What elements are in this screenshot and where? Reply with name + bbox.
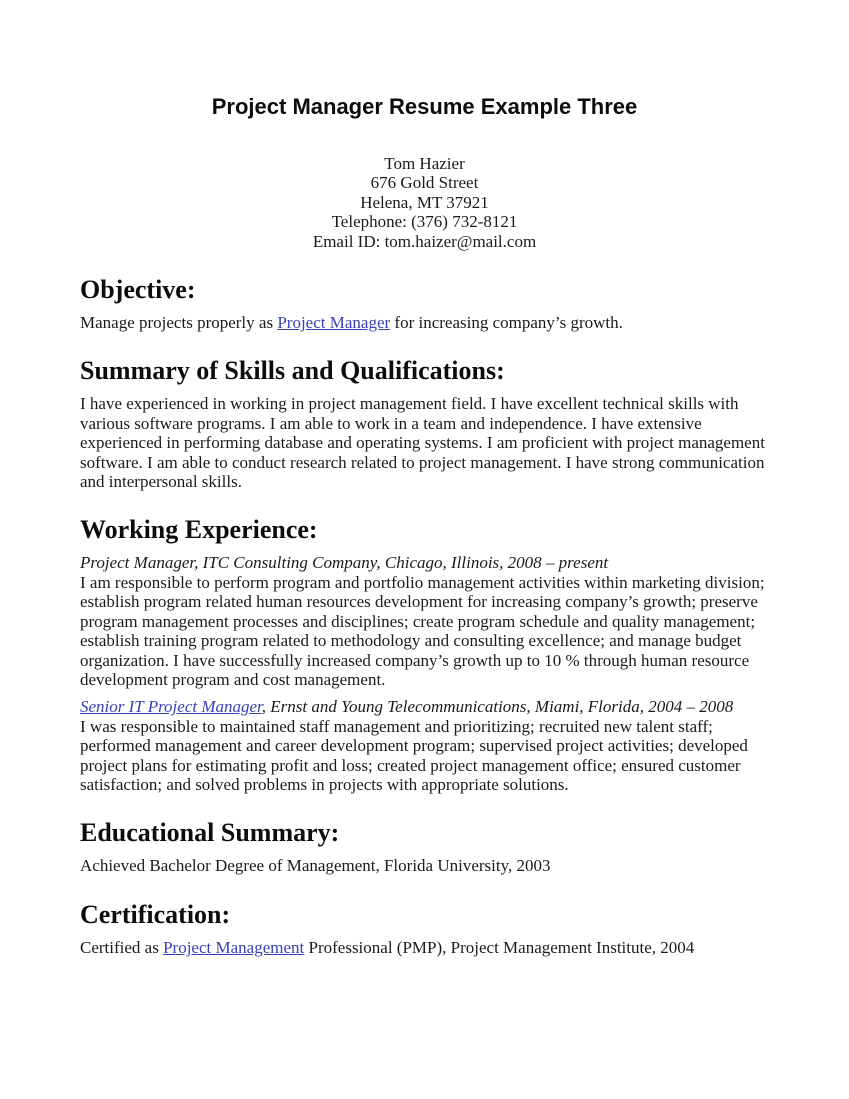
section-heading-objective: Objective:: [80, 275, 196, 305]
contact-street: 676 Gold Street: [370, 173, 479, 193]
contact-name: Tom Hazier: [384, 154, 465, 173]
job-description-1: I am responsible to perform program and portfolio management activities within marketing division; establish program related human resources development for increasing company’s growth; preserve program management processes and disciplines; create program schedule and quality management; establish training program related to methodology and consulting excellence; and manage budget organization. I have successfully increased company’s growth up to 10 % through human resource development program and cost management.: [80, 572, 765, 689]
objective-text-before: Manage projects properly as: [80, 313, 278, 333]
section-heading-education: Educational Summary:: [80, 818, 340, 848]
contact-telephone: Telephone: (376) 732-8121: [331, 212, 518, 232]
senior-it-project-manager-link[interactable]: Senior IT Project Manager: [80, 697, 262, 717]
objective-text-after: for increasing company’s growth.: [390, 313, 623, 333]
certification-text-after: Professional (PMP), Project Management Institute, 2004: [304, 937, 695, 957]
project-manager-link[interactable]: Project Manager: [277, 313, 391, 333]
contact-email: Email ID: tom.haizer@mail.com: [312, 231, 537, 251]
section-heading-experience: Working Experience:: [80, 515, 318, 545]
project-management-link[interactable]: Project Management: [163, 937, 305, 957]
certification-text-before: Certified as: [80, 937, 164, 957]
job-title-2-rest: , Ernst and Young Telecommunications, Miami, Florida, 2004 – 2008: [261, 697, 734, 717]
job-title-line-2: [80, 697, 774, 716]
section-heading-summary: Summary of Skills and Qualifications:: [80, 356, 505, 386]
page-title: Project Manager Resume Example Three: [211, 94, 638, 119]
contact-block: [0, 154, 849, 251]
summary-text: I have experienced in working in project management field. I have excellent technical skills with various software programs. I am able to work in a team and independence. I have extensive experienced in performing database and operating systems. I am proficient with project management software. I am able to conduct research related to project management. I have strong communication and interpersonal skills.: [80, 394, 765, 492]
resume-body: [80, 275, 774, 957]
objective-text: [80, 313, 774, 332]
section-heading-certification: Certification:: [80, 899, 231, 929]
education-text: Achieved Bachelor Degree of Management, Florida University, 2003: [80, 856, 551, 876]
contact-city: Helena, MT 37921: [360, 192, 489, 212]
certification-text: [80, 938, 774, 957]
job-title-line-1: Project Manager, ITC Consulting Company, Chicago, Illinois, 2008 – present: [80, 553, 609, 573]
job-description-2: I was responsible to maintained staff management and prioritizing; recruited new talent staff; performed management and career development program; supervised project activities; developed project plans for estimating profit and loss; created project management office; ensured customer satisfaction; and solved problems in projects with appropriate solutions.: [80, 716, 748, 794]
